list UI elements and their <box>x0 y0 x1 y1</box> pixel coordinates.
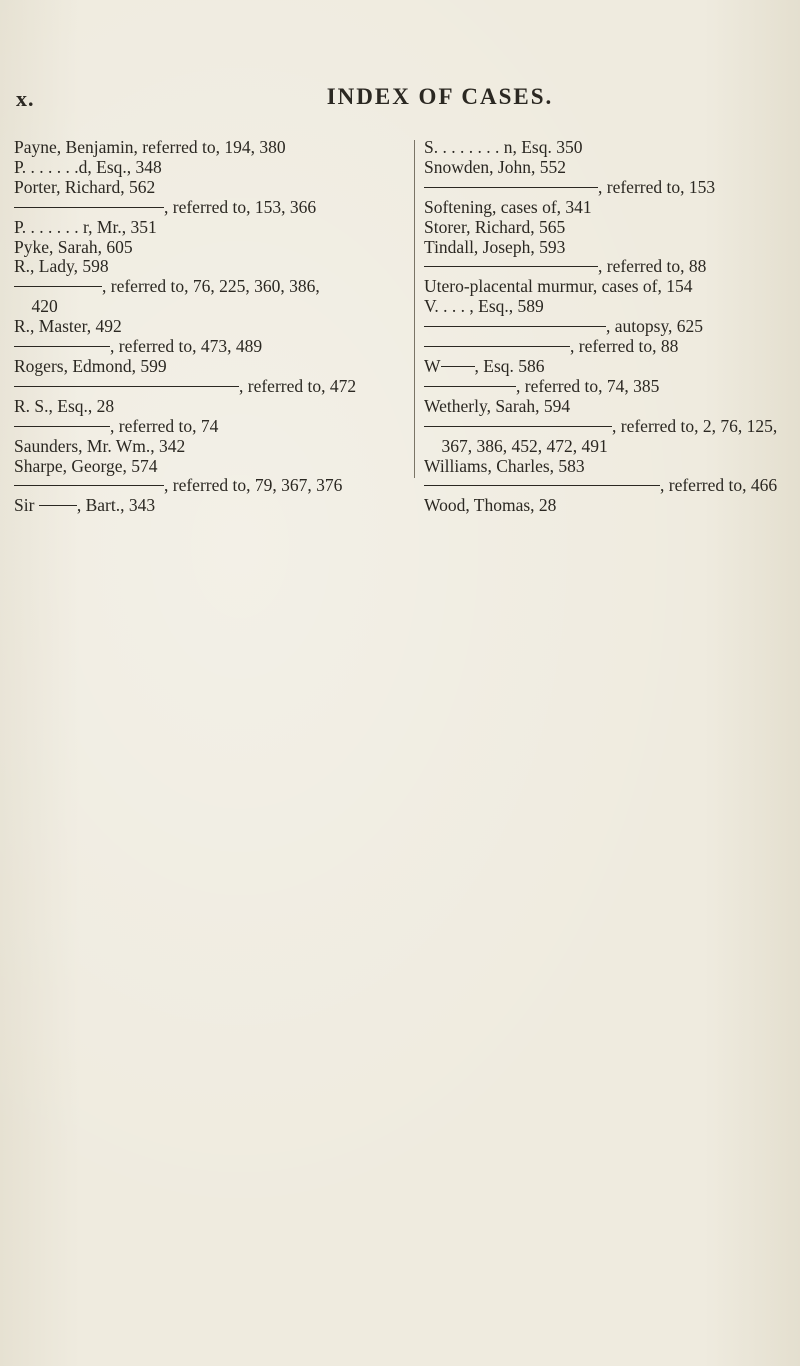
entry-text: , autopsy, 625 <box>606 316 704 337</box>
index-entry <box>14 337 406 357</box>
ditto-rule <box>14 426 110 427</box>
entry-suffix: , Esq. 586 <box>474 355 545 376</box>
entry-text: W <box>424 355 441 376</box>
index-entry <box>14 178 406 198</box>
index-entry <box>14 417 406 437</box>
index-entry <box>14 198 406 218</box>
index-entry <box>424 178 796 198</box>
ditto-rule <box>424 386 516 387</box>
index-entry <box>14 297 406 317</box>
ditto-rule <box>39 505 77 506</box>
index-entry <box>14 457 406 477</box>
index-entry <box>424 457 796 477</box>
entry-text: , referred to, 466 <box>660 475 778 496</box>
index-entry <box>424 377 796 397</box>
index-entry <box>14 437 406 457</box>
entry-text: , referred to, 74, 385 <box>516 375 660 396</box>
entry-text: Saunders, Mr. Wm., 342 <box>14 435 186 456</box>
entry-text: Wood, Thomas, 28 <box>424 495 557 516</box>
entry-text: R., Lady, 598 <box>14 256 109 277</box>
ditto-rule <box>424 346 570 347</box>
index-entry <box>424 277 796 297</box>
index-entry <box>424 158 796 178</box>
index-entry <box>14 476 406 496</box>
entry-text: P. . . . . . . r, Mr., 351 <box>14 216 157 237</box>
index-entry <box>424 257 796 277</box>
entry-suffix: , Bart., 343 <box>76 495 156 516</box>
index-entry <box>424 218 796 238</box>
ditto-rule <box>14 485 164 486</box>
ditto-rule <box>424 426 612 427</box>
entry-text: , referred to, 153 <box>598 176 716 197</box>
index-entry <box>424 198 796 218</box>
page-number: x. <box>16 86 35 111</box>
column-divider <box>414 140 415 478</box>
index-entry <box>14 257 406 277</box>
entry-text: , referred to, 74 <box>110 415 219 436</box>
index-entry <box>424 476 796 496</box>
entry-text: Wetherly, Sarah, 594 <box>424 395 571 416</box>
index-entry <box>424 417 796 437</box>
entry-text: 367, 386, 452, 472, 491 <box>424 435 608 456</box>
entry-text: , referred to, 76, 225, 360, 386, <box>102 276 320 297</box>
index-entry <box>424 297 796 317</box>
index-entry <box>14 357 406 377</box>
entry-text: , referred to, 153, 366 <box>164 196 317 217</box>
entry-text: Rogers, Edmond, 599 <box>14 355 167 376</box>
entry-text: , referred to, 88 <box>570 336 679 357</box>
entry-text: , referred to, 2, 76, 125, <box>612 415 778 436</box>
entry-text: Pyke, Sarah, 605 <box>14 236 133 257</box>
entry-text: Utero-placental murmur, cases of, 154 <box>424 276 693 297</box>
entry-text: R. S., Esq., 28 <box>14 395 115 416</box>
entry-text: Softening, cases of, 341 <box>424 196 592 217</box>
entry-text: Porter, Richard, 562 <box>14 176 156 197</box>
left-index-column <box>14 138 406 516</box>
index-entry <box>424 138 796 158</box>
entry-text: Tindall, Joseph, 593 <box>424 236 566 257</box>
entry-text: Sir <box>14 495 39 516</box>
ditto-rule <box>14 286 102 287</box>
index-entry <box>14 218 406 238</box>
ditto-rule <box>424 187 598 188</box>
entry-text: , referred to, 472 <box>239 375 357 396</box>
entry-text: V. . . . , Esq., 589 <box>424 296 544 317</box>
index-entry <box>14 138 406 158</box>
entry-text: Snowden, John, 552 <box>424 156 566 177</box>
index-entry <box>424 496 796 516</box>
index-entry <box>14 238 406 258</box>
index-entry <box>424 357 796 377</box>
ditto-rule <box>424 266 598 267</box>
ditto-rule <box>14 346 110 347</box>
entry-text: S. . . . . . . . n, Esq. 350 <box>424 137 583 157</box>
index-entry <box>424 337 796 357</box>
index-entry <box>14 158 406 178</box>
ditto-rule <box>441 366 475 367</box>
ditto-rule <box>424 485 660 486</box>
index-entry <box>424 238 796 258</box>
right-index-column <box>424 138 796 516</box>
ditto-rule <box>14 386 239 387</box>
index-entry <box>14 277 406 297</box>
ditto-rule <box>424 326 606 327</box>
entry-text: Williams, Charles, 583 <box>424 455 585 476</box>
page-title: INDEX OF CASES. <box>326 84 554 109</box>
entry-text: P. . . . . . .d, Esq., 348 <box>14 156 162 177</box>
index-entry <box>424 397 796 417</box>
entry-text: Sharpe, George, 574 <box>14 455 158 476</box>
entry-text: , referred to, 473, 489 <box>110 336 263 357</box>
index-entry <box>424 317 796 337</box>
entry-text: Payne, Benjamin, referred to, 194, 380 <box>14 137 286 157</box>
entry-text: , referred to, 88 <box>598 256 707 277</box>
entry-text: R., Master, 492 <box>14 316 122 337</box>
index-entry <box>14 496 406 516</box>
ditto-rule <box>14 207 164 208</box>
entry-text: Storer, Richard, 565 <box>424 216 566 237</box>
index-entry <box>14 377 406 397</box>
entry-text: 420 <box>14 296 58 317</box>
entry-text: , referred to, 79, 367, 376 <box>164 475 343 496</box>
index-entry <box>14 397 406 417</box>
index-entry <box>424 437 796 457</box>
index-entry <box>14 317 406 337</box>
